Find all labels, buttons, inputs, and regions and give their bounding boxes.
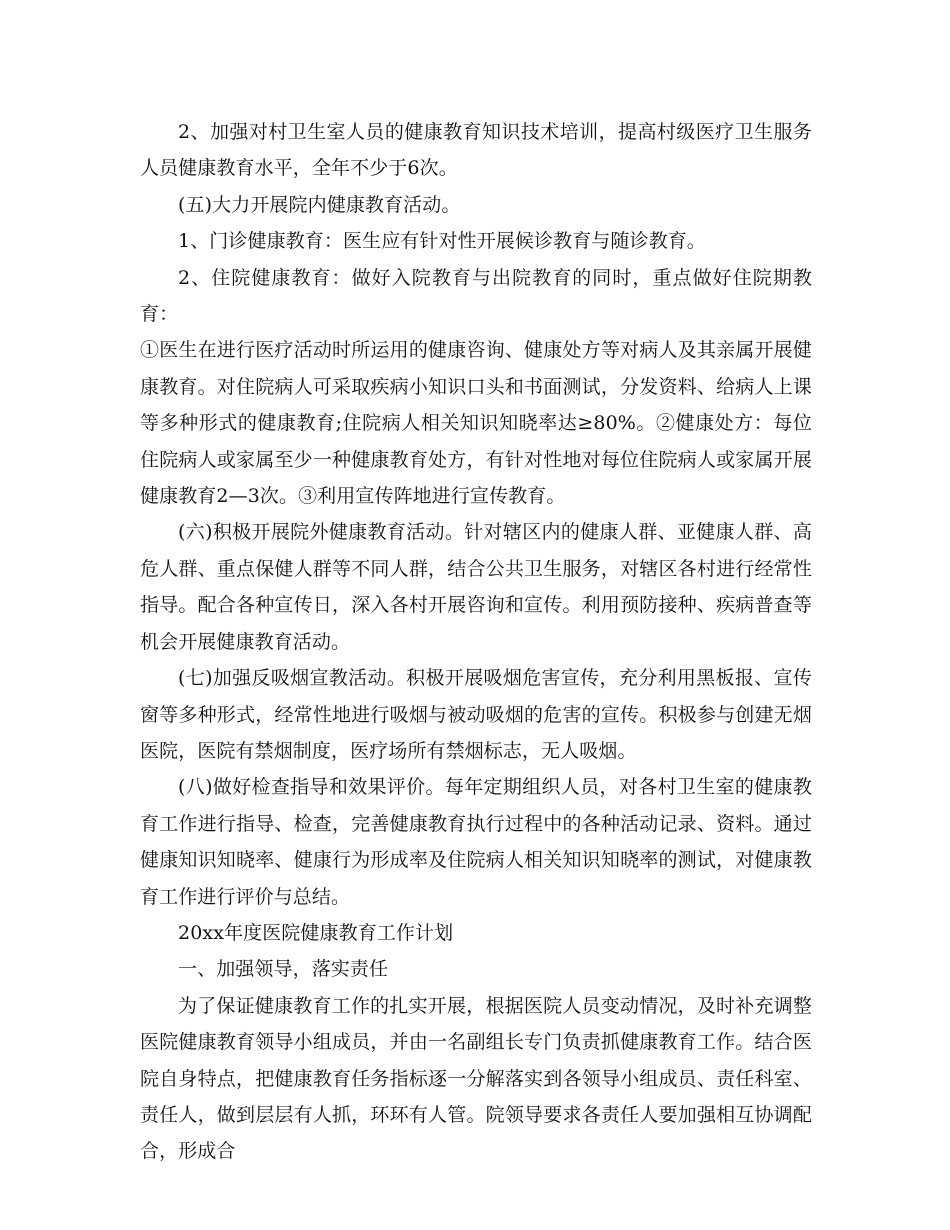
paragraph-section-8: (八)做好检查指导和效果评价。每年定期组织人员，对各村卫生室的健康教育工作进行指导、检查，完善健康教育执行过程中的各种活动记录、资料。通过健康知识知晓率、健康行为形成率及住院病人相关知识知晓率的测试，对健康教育工作进行评价与总结。 <box>140 776 812 908</box>
paragraph-leadership: 为了保证健康教育工作的扎实开展，根据医院人员变动情况，及时补充调整医院健康教育领导小组成员，并由一名副组长专门负责抓健康教育工作。结合医院自身特点，把健康教育任务指标逐一分解落实到各领导小组成员、责任科室、责任人，做到层层有人抓，环环有人管。院领导要求各责任人要加强相互协调配合，形成合 <box>140 994 812 1163</box>
paragraph-outpatient: 1、门诊健康教育：医生应有针对性开展候诊教育与随诊教育。 <box>178 230 706 253</box>
paragraph-inpatient: 2、住院健康教育：做好入院教育与出院教育的同时，重点做好住院期教育： <box>140 266 812 326</box>
document-body <box>140 114 812 1170</box>
heading-section-5: (五)大力开展院内健康教育活动。 <box>178 193 461 216</box>
paragraph-inpatient-details: ①医生在进行医疗活动时所运用的健康咨询、健康处方等对病人及其亲属开展健康教育。对住院病人可采取疾病小知识口头和书面测试，分发资料、给病人上课等多种形式的健康教育;住院病人相关知识知晓率达≥80%。②健康处方：每位住院病人或家属至少一种健康教育处方，有针对性地对每位住院病人或家属开展健康教育2—3次。③利用宣传阵地进行宣传教育。 <box>140 339 812 508</box>
plan-title: 20xx年度医院健康教育工作计划 <box>178 921 454 944</box>
paragraph-section-7: (七)加强反吸烟宣教活动。积极开展吸烟危害宣传，充分利用黑板报、宣传窗等多种形式，经常性地进行吸烟与被动吸烟的危害的宣传。积极参与创建无烟医院，医院有禁烟制度，医疗场所有禁烟标志，无人吸烟。 <box>140 667 812 762</box>
paragraph-section-6: (六)积极开展院外健康教育活动。针对辖区内的健康人群、亚健康人群、高危人群、重点保健人群等不同人群，结合公共卫生服务，对辖区各村进行经常性指导。配合各种宣传日，深入各村开展咨询和宣传。利用预防接种、疾病普查等机会开展健康教育活动。 <box>140 521 812 653</box>
heading-leadership: 一、加强领导，落实责任 <box>178 958 389 981</box>
paragraph-training: 2、加强对村卫生室人员的健康教育知识技术培训，提高村级医疗卫生服务人员健康教育水平，全年不少于6次。 <box>140 121 812 180</box>
